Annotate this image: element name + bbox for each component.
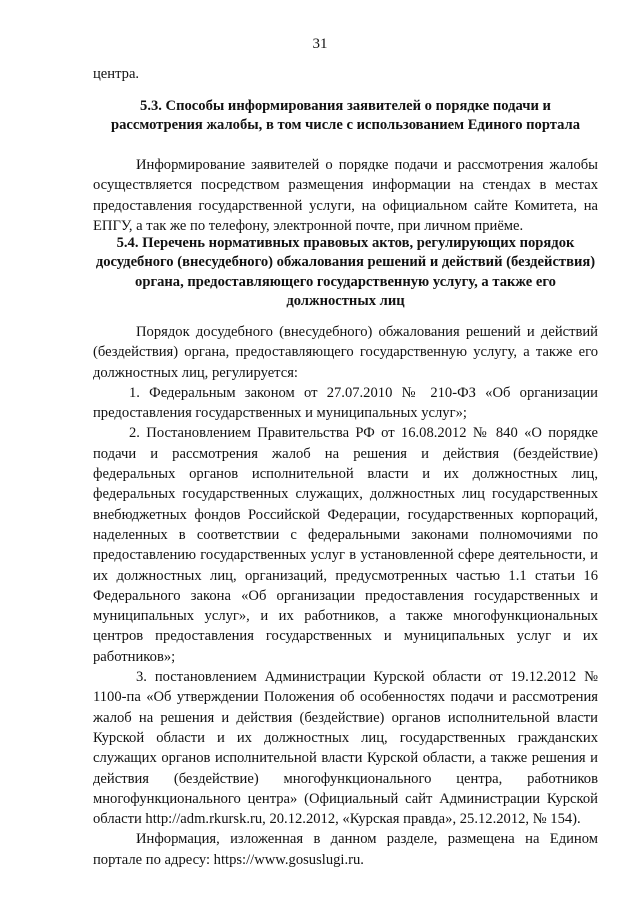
section-5-4-intro: Порядок досудебного (внесудебного) обжалования решений и действий (бездействия) органа, предоставляющего государственную услугу, а также его должностных лиц, регулируется: xyxy=(93,324,598,381)
continued-text xyxy=(93,64,598,84)
section-5-4-item-1: 1. Федеральным законом от 27.07.2010 № 210-ФЗ «Об организации предоставления государственных и муниципальных услуг»; xyxy=(93,384,598,422)
fragment-text: центра. xyxy=(93,66,140,82)
section-5-3-paragraph: Информирование заявителей о порядке подачи и рассмотрения жалобы осуществляется посредством размещения информации на стендах в местах предоставления государственной услуги, на официальном сайте Комитета, на ЕПГУ, а так же по телефону, электронной почте, при личном приёме. xyxy=(93,157,598,234)
section-5-4-closing: Информация, изложенная в данном разделе, размещена на Едином портале по адресу: https://www.gosuslugi.ru. xyxy=(93,831,598,868)
section-5-4-item-2: 2. Постановлением Правительства РФ от 16.08.2012 № 840 «О порядке подачи и рассмотрения жалоб на решения и действия (бездействие) федеральных органов исполнительной власти и их должностных лиц, федеральных государственных служащих, должностных лиц государственных внебюджетных фондов Российской Федерации, государственных корпораций, наделенных в соответствии с федеральными законами полномочиями по предоставлению государственных услуг в установленной сфере деятельности, и их должностных лиц, организаций, предусмотренных частью 1.1 статьи 16 Федерального закона «Об организации предоставления государственных и муниципальных услуг», и их работников, а также многофункциональных центров предоставления государственных и муниципальных услуг и их работников»; xyxy=(93,425,598,665)
section-5-4-item-3: 3. постановлением Администрации Курской области от 19.12.2012 № 1100-па «Об утверждении Положения об особенностях подачи и рассмотрения жалоб на решения и действия (бездействие) органов исполнительной власти Курской области и их должностных лиц, государственных гражданских служащих органов исполнительной власти Курской области, а также решения и действия (бездействие) многофункционального центра, работников многофункционального центра» (Официальный сайт Администрации Курской области http://adm.rkursk.ru, 20.12.2012, «Курская правда», 25.12.2012, № 154). xyxy=(93,669,598,828)
section-5-4-heading: 5.4. Перечень нормативных правовых актов, регулирующих порядок досудебного (внесудебного) обжалования решений и действий (бездействия) органа, предоставляющего государственную услугу, а также его должностных лиц xyxy=(95,235,596,309)
section-5-4-body xyxy=(93,322,598,870)
section-5-3-body xyxy=(93,155,598,236)
page-number: 31 xyxy=(312,36,328,52)
section-5-3-heading: 5.3. Способы информирования заявителей о порядке подачи и рассмотрения жалобы, в том числе с использованием Единого портала xyxy=(110,98,581,134)
